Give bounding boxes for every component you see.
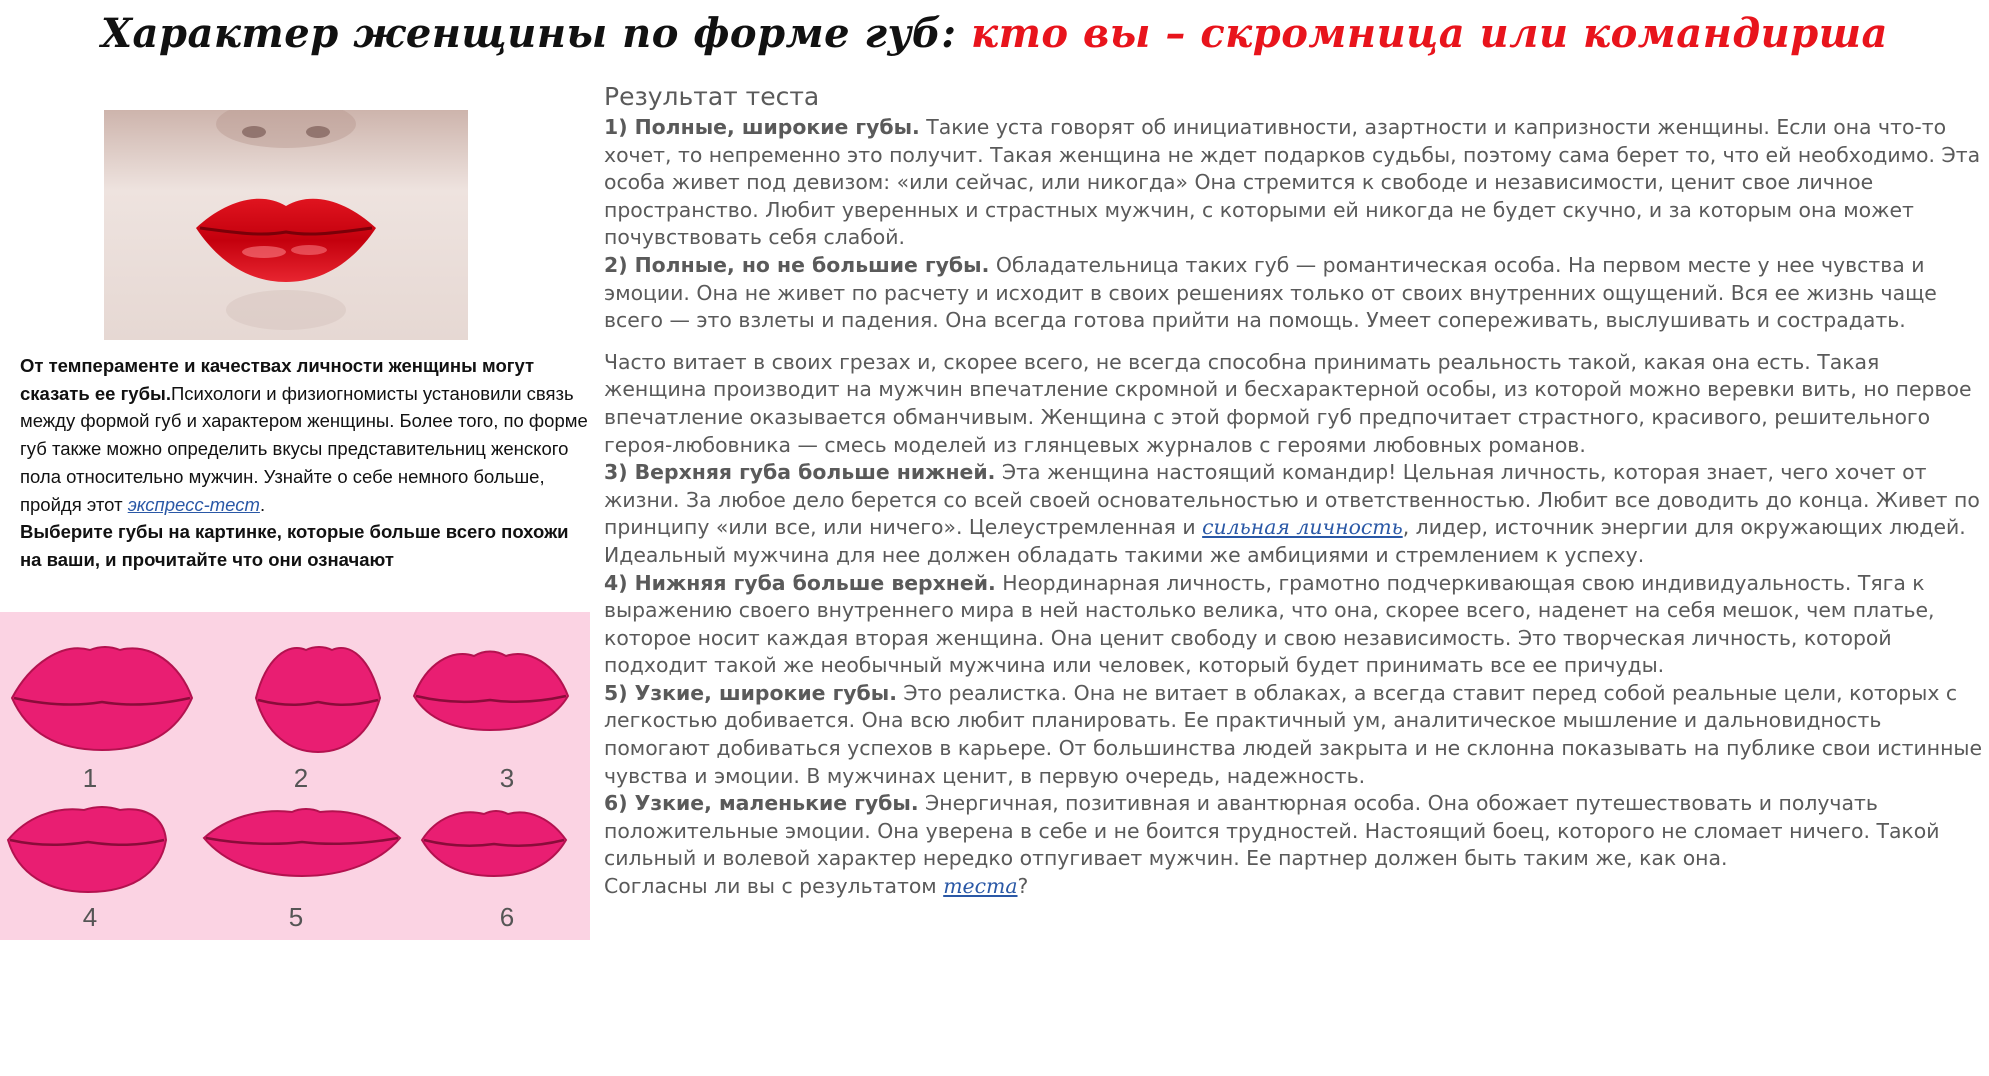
lips-photo bbox=[104, 110, 468, 340]
result-item-5-title: 5) Узкие, широкие губы. bbox=[604, 680, 897, 705]
result-item-2 bbox=[604, 252, 1984, 335]
intro-text-1: Психологи и физиогномисты установили связь между формой губ и характером женщины. Более того, по форме губ также можно определить вкусы представительниц женского пола относительно мужчин. Узнайте о себе немного больше, пройдя этот bbox=[20, 382, 588, 515]
title-red: кто вы – скромница или командирша bbox=[971, 10, 1888, 57]
lips-shapes-panel bbox=[0, 612, 590, 940]
page-title bbox=[0, 10, 1989, 57]
lips-shape-3 bbox=[414, 652, 568, 731]
lips-number-2: 2 bbox=[293, 763, 309, 793]
result-item-3-title: 3) Верхняя губа больше нижней. bbox=[604, 460, 996, 485]
result-item-2-title: 2) Полные, но не большие губы. bbox=[604, 252, 990, 277]
result-item-1-title: 1) Полные, широкие губы. bbox=[604, 115, 920, 139]
lips-number-5: 5 bbox=[288, 902, 304, 932]
result-item-2-text: Обладательница таких губ — романтическая особа. На первом месте у нее чувства и эмоции. Она не живет по расчету и исходит в своих решениях только от своих внутренних ощущений. Вся ее жизнь чаще всего — это взлеты и падения. Она всегда готова прийти на помощь. Умеет сопереживать, выслушивать и сострадать. bbox=[604, 252, 1937, 333]
lips-photo-drawing bbox=[104, 110, 468, 340]
lips-number-6: 6 bbox=[499, 902, 515, 932]
result-item-6-text: Энергичная, позитивная и авантюрная особа. Она обожает путешествовать и получать положительные эмоции. Она уверена в себе и не боится трудностей. Настоящий боец, которого не сломает ничего. Такой сильный и волевой характер нередко отпугивает мужчин. Ее партнер должен быть таким же, как она. bbox=[604, 791, 1940, 871]
intro-text bbox=[20, 352, 590, 574]
final-text-1: Согласны ли вы с результатом bbox=[604, 874, 944, 899]
result-heading: Результат теста bbox=[604, 82, 820, 111]
result-item-5 bbox=[604, 680, 1984, 790]
result-item-3-text-1: Эта женщина настоящий командир! Цельная личность, которая знает, чего хочет от жизни. За любое дело берется со всей своей основательностью и ответственностью. Любит все доводить до конца. Живет по принципу «или все, или ничего». Целеустремленная и bbox=[604, 460, 1980, 540]
result-item-4-text: Неординарная личность, грамотно подчеркивающая свою индивидуальность. Тяга к выражению своего внутреннего мира в ней настолько велика, что она, скорее всего, наденет на себя мешок, чем платье, которое носит каждая вторая женщина. Она ценит свободу и свою независимость. Это творческая личность, которой подходит такой же необычный мужчина или человек, который будет принимать все ее причуды. bbox=[604, 570, 1935, 678]
intro-text-2: . bbox=[259, 493, 266, 515]
result-item-1 bbox=[604, 114, 1984, 252]
paragraph-gap bbox=[604, 335, 1984, 349]
test-link[interactable]: теста bbox=[943, 874, 1018, 899]
intro-bold-2: Выберите губы на картинке, которые больше всего похожи на ваши, и прочитайте что они означают bbox=[20, 521, 569, 570]
result-item-4-title: 4) Нижняя губа больше верхней. bbox=[604, 570, 996, 595]
lips-number-4: 4 bbox=[82, 902, 98, 932]
test-result bbox=[604, 80, 1984, 901]
final-text-2: ? bbox=[1017, 874, 1029, 899]
result-item-4 bbox=[604, 570, 1984, 680]
lips-shapes-drawing bbox=[0, 612, 590, 940]
lips-shape-2 bbox=[256, 647, 380, 752]
lips-shape-4 bbox=[8, 807, 166, 892]
result-item-3-text-2: , лидер, источник энергии для окружающих людей. Идеальный мужчина для нее должен обладать такими же амбициями и стремлением к успеху. bbox=[604, 515, 1966, 567]
lips-number-3: 3 bbox=[499, 763, 515, 793]
result-final-question bbox=[604, 873, 1984, 901]
result-item-3 bbox=[604, 459, 1984, 569]
lips-shape-1 bbox=[12, 647, 192, 750]
express-test-link[interactable]: экспресс-тест bbox=[127, 493, 260, 515]
lips-number-1: 1 bbox=[82, 763, 98, 793]
result-item-6-title: 6) Узкие, маленькие губы. bbox=[604, 791, 919, 816]
result-item-1-text: Такие уста говорят об инициативности, азартности и капризности женщины. Если она что-то хочет, то непременно это получит. Такая женщина не ждет подарков судьбы, поэтому сама берет то, что ей необходимо. Эта особа живет под девизом: «или сейчас, или никогда» Она стремится к свободе и независимости, ценит свое личное пространство. Любит уверенных и страстных мужчин, с которыми ей никогда не будет скучно, и за которым она может почувствовать себя слабой. bbox=[604, 115, 1981, 250]
title-black: Характер женщины по форме губ: bbox=[101, 10, 971, 57]
result-item-5-text: Это реалистка. Она не витает в облаках, а всегда ставит перед собой реальные цели, которых с легкостью добивается. Она всю любит планировать. Ее практичный ум, аналитическое мышление и дальновидность помогают добиваться успехов в карьере. От большинства людей закрыта и не склонна показывать на публике свои истинные чувства и эмоции. В мужчинах ценит, в первую очередь, надежность. bbox=[604, 680, 1983, 788]
result-item-6 bbox=[604, 790, 1984, 873]
result-item-2-continued: Часто витает в своих грезах и, скорее всего, не всегда способна принимать реальность такой, какая она есть. Такая женщина производит на мужчин впечатление скромной и бесхарактерной особы, из которой можно веревки вить, но первое впечатление оказывается обманчивым. Женщина с этой формой губ предпочитает страстного, красивого, решительного героя-любовника — смесь моделей из глянцевых журналов с героями любовных романов. bbox=[604, 349, 1972, 457]
intro-bold-1: От темпераменте и качествах личности женщины могут сказать ее губы. bbox=[20, 355, 535, 404]
strong-personality-link[interactable]: сильная личность bbox=[1202, 515, 1403, 540]
